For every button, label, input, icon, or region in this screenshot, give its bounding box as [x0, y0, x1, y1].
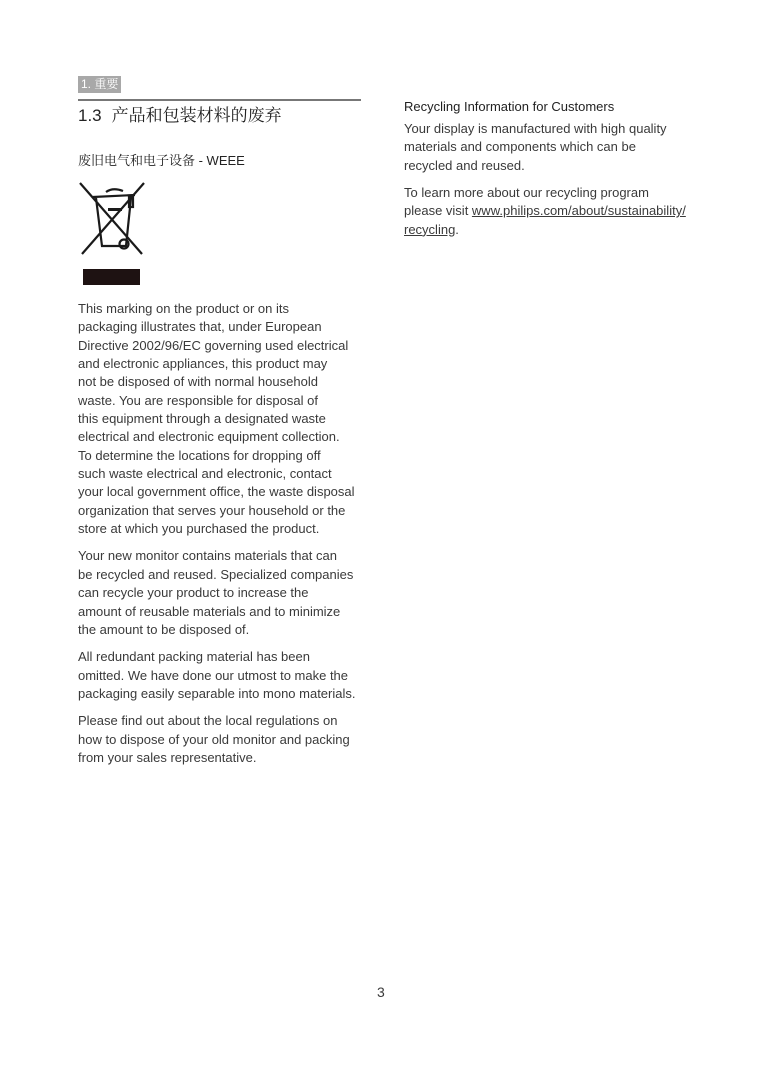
- text-line: electrical and electronic equipment collection.: [78, 429, 340, 445]
- text-line: store at which you purchased the product.: [78, 521, 320, 537]
- text-line: this equipment through a designated waste: [78, 411, 326, 427]
- text-line: packaging easily separable into mono materials.: [78, 685, 356, 701]
- text-line: materials and components which can be: [404, 139, 636, 155]
- period: .: [455, 221, 459, 237]
- text-line: omitted. We have done our utmost to make the: [78, 667, 349, 683]
- text-line: Directive 2002/96/EC governing used electrical: [78, 337, 349, 353]
- text-line: Your new monitor contains materials that can: [78, 548, 337, 564]
- text-line: This marking on the product or on its: [78, 301, 289, 316]
- recycling-link-line-1[interactable]: www.philips.com/about/sustainability/: [471, 203, 686, 219]
- text-line: Your display is manufactured with high quality: [404, 121, 667, 136]
- section-title-text: 产品和包装材料的废弃: [111, 106, 282, 125]
- text-line: amount of reusable materials and to minimize: [78, 603, 341, 619]
- right-column: [404, 98, 704, 248]
- recycling-text: To learn more about our recycling program: [404, 185, 649, 201]
- text-line: not be disposed of with normal household: [78, 374, 318, 390]
- body-paragraph: [78, 547, 368, 639]
- text-line: All redundant packing material has been: [78, 649, 310, 665]
- section-number: 1.3: [78, 106, 102, 125]
- section-title: [78, 101, 282, 126]
- recycling-paragraph-2: [404, 184, 704, 239]
- text-line: packaging illustrates that, under European: [78, 319, 322, 335]
- text-line: Please find out about the local regulations on: [78, 713, 338, 729]
- text-line: such waste electrical and electronic, contact: [78, 466, 332, 482]
- chapter-tag: 1. 重要: [78, 76, 121, 93]
- text-line: your local government office, the waste disposal: [78, 484, 355, 500]
- weee-heading: 废旧电气和电子设备 - WEEE: [78, 153, 245, 168]
- recycling-link-line-2[interactable]: recycling: [404, 221, 456, 237]
- text-line: from your sales representative.: [78, 749, 257, 765]
- recycling-heading: Recycling Information for Customers: [404, 99, 615, 114]
- text-line: recycled and reused.: [404, 157, 525, 173]
- body-paragraph: [78, 648, 368, 703]
- body-paragraph: [78, 712, 368, 767]
- text-line: waste. You are responsible for disposal of: [78, 392, 318, 408]
- text-line: can recycle your product to increase the: [78, 585, 309, 601]
- left-column: [78, 300, 368, 776]
- text-line: organization that serves your household or the: [78, 502, 346, 518]
- visit-text: please visit: [404, 203, 472, 219]
- weee-bar-marking: [83, 269, 140, 285]
- crossed-out-wheelie-bin-icon: [78, 180, 148, 260]
- text-line: and electronic appliances, this product may: [78, 356, 328, 372]
- text-line: how to dispose of your old monitor and packing: [78, 731, 350, 747]
- page-number: 3: [377, 984, 385, 1000]
- recycling-paragraph-1: [404, 120, 704, 175]
- body-paragraph: [78, 300, 368, 538]
- text-line: the amount to be disposed of.: [78, 621, 250, 637]
- text-line: be recycled and reused. Specialized companies: [78, 566, 354, 582]
- text-line: To determine the locations for dropping off: [78, 447, 321, 463]
